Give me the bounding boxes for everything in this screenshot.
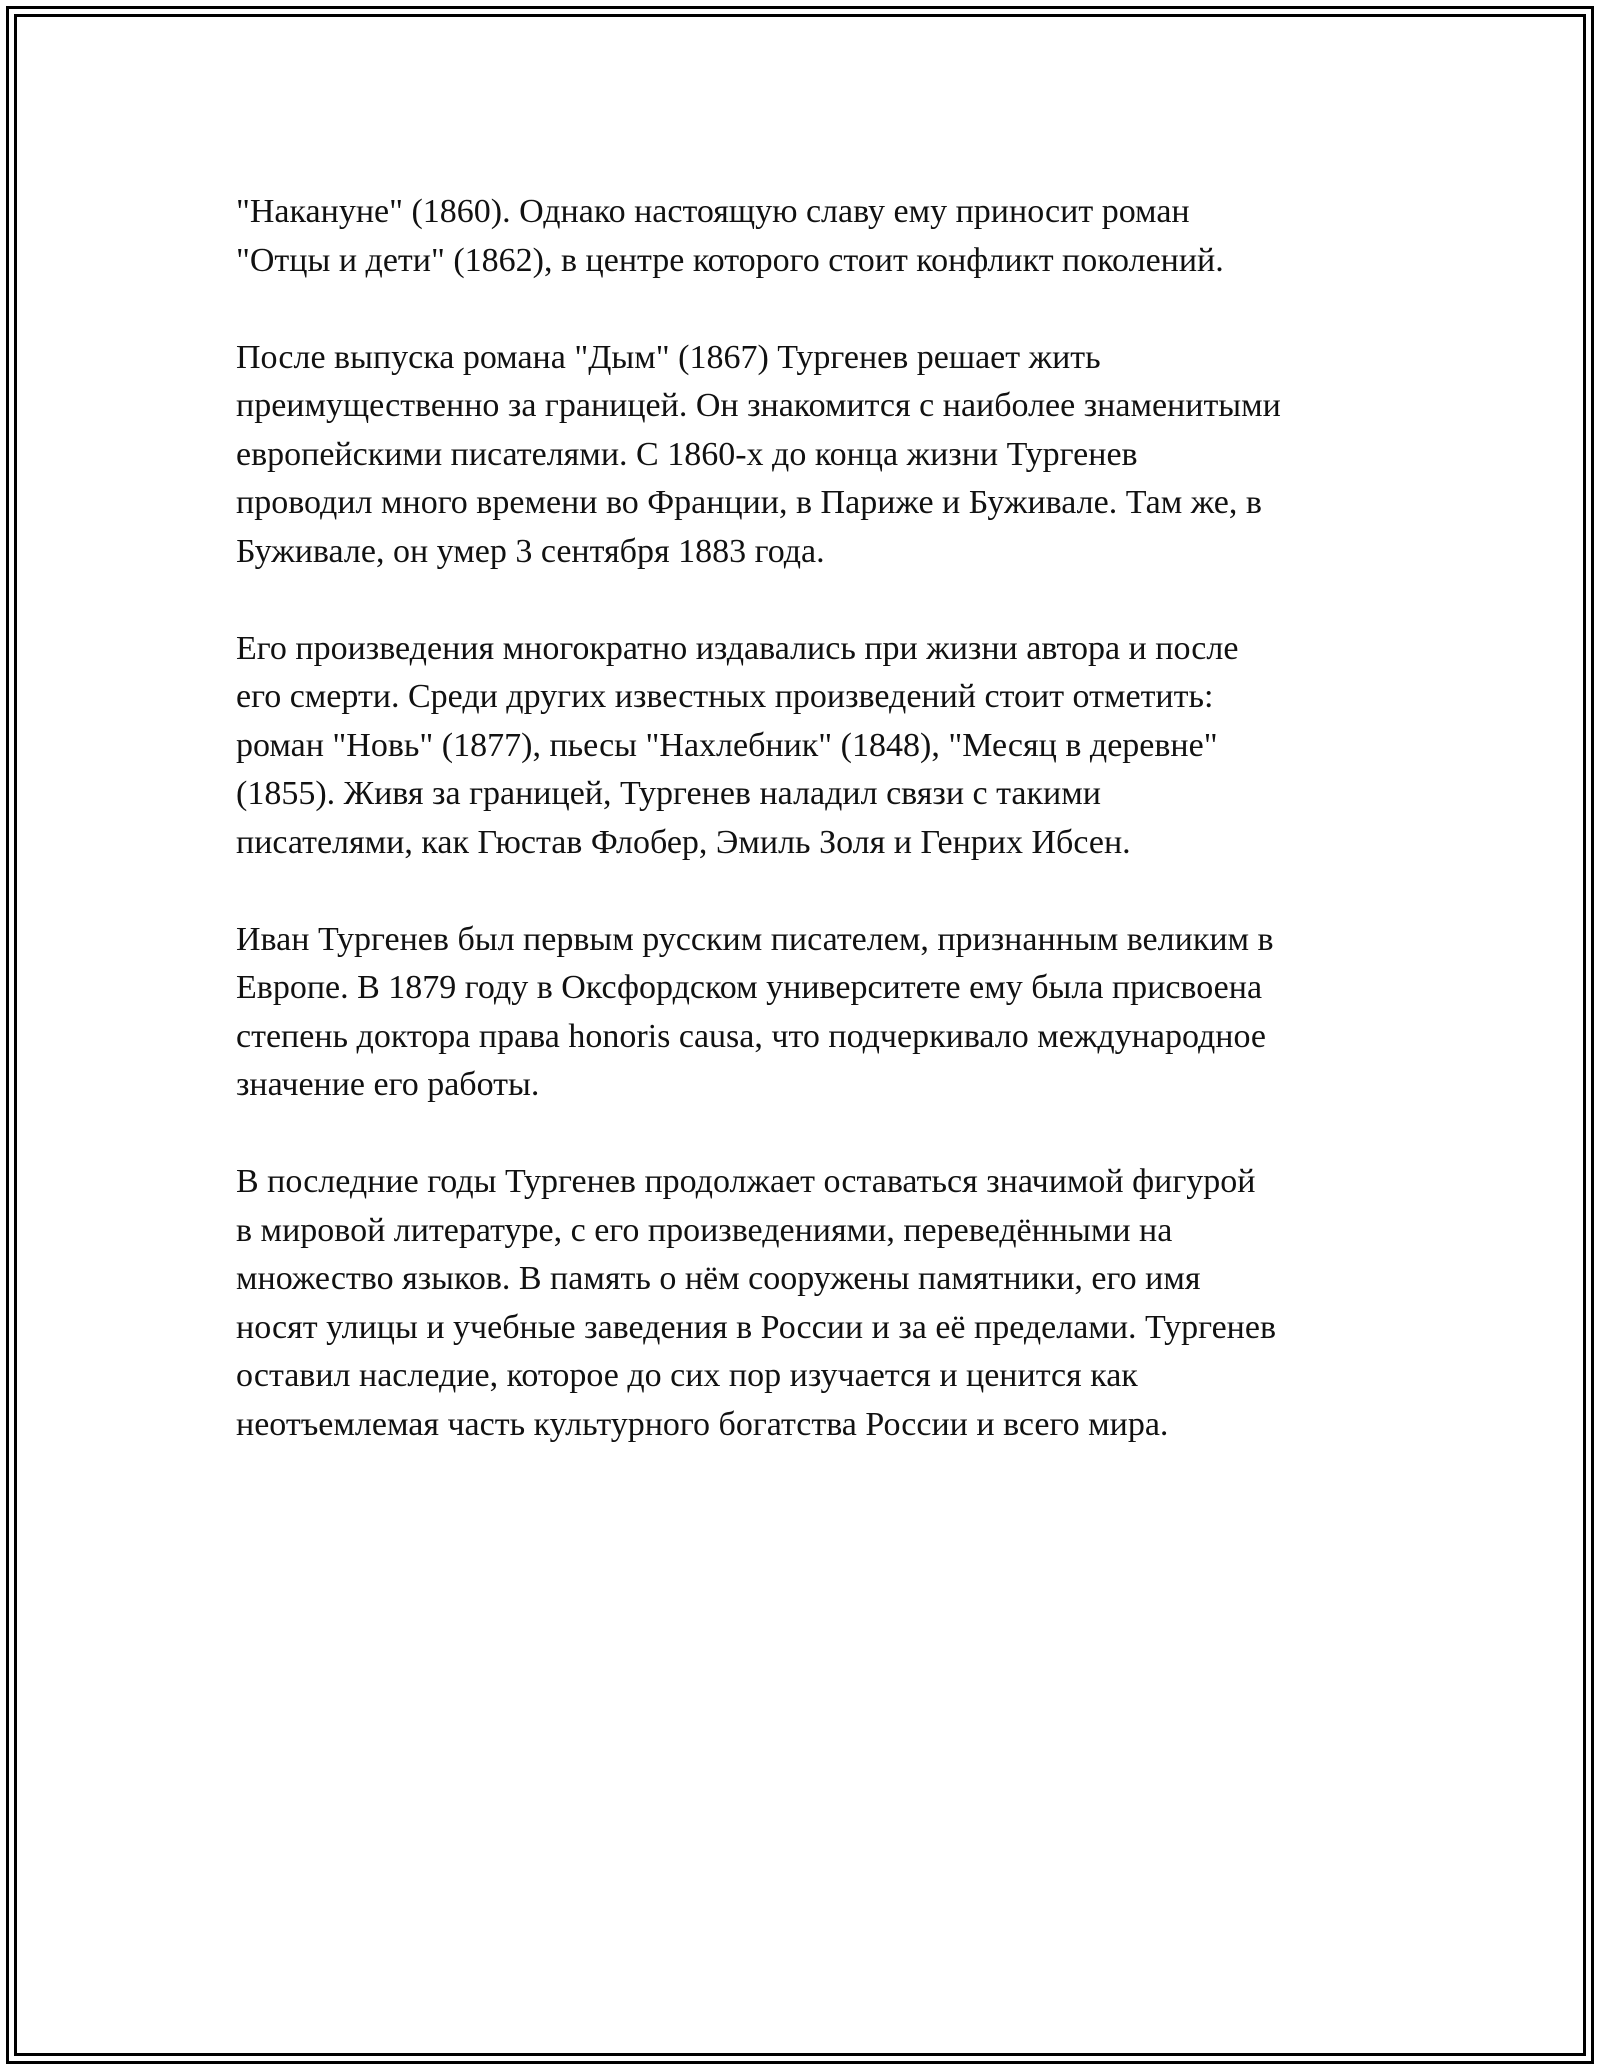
- text-line: (1855). Живя за границей, Тургенев наладил связи с такими: [236, 775, 1101, 812]
- paragraph-2: [236, 334, 1376, 577]
- text-line: множество языков. В память о нём сооружены памятники, его имя: [236, 1260, 1201, 1297]
- text-line: преимущественно за границей. Он знакомится с наиболее знаменитыми: [236, 387, 1281, 424]
- text-line: его смерти. Среди других известных произведений стоит отметить:: [236, 678, 1214, 715]
- text-line: Иван Тургенев был первым русским писателем, признанным великим в: [236, 920, 1274, 958]
- text-line: "Отцы и дети" (1862), в центре которого стоит конфликт поколений.: [236, 241, 1224, 279]
- text-line: В последние годы Тургенев продолжает оставаться значимой фигурой: [236, 1163, 1256, 1200]
- text-line: проводил много времени во Франции, в Париже и Буживале. Там же, в: [236, 484, 1262, 521]
- text-line: Европе. В 1879 году в Оксфордском университете ему была присвоена: [236, 969, 1263, 1006]
- paragraph-5: [236, 1158, 1376, 1449]
- text-line: оставил наследие, которое до сих пор изучается и ценится как: [236, 1357, 1138, 1394]
- text-line: значение его работы.: [236, 1066, 540, 1103]
- text-line: Буживале, он умер 3 сентября 1883 года.: [236, 532, 825, 570]
- text-line: роман "Новь" (1877), пьесы "Нахлебник" (1848), "Месяц в деревне": [236, 726, 1218, 764]
- paragraph-4: [236, 916, 1376, 1110]
- document-body: [236, 188, 1376, 1498]
- text-line: европейскими писателями. С 1860-х до конца жизни Тургенев: [236, 435, 1138, 473]
- text-line: писателями, как Гюстав Флобер, Эмиль Золя и Генрих Ибсен.: [236, 823, 1131, 861]
- text-line: "Накануне" (1860). Однако настоящую славу ему приносит роман: [236, 193, 1190, 230]
- text-line: степень доктора права honoris causa, что подчеркивало международное: [236, 1017, 1266, 1055]
- text-line: Его произведения многократно издавались при жизни автора и после: [236, 629, 1239, 667]
- text-line: в мировой литературе, с его произведениями, переведёнными на: [236, 1211, 1173, 1249]
- text-line: неотъемлемая часть культурного богатства России и всего мира.: [236, 1405, 1169, 1443]
- paragraph-3: [236, 625, 1376, 868]
- text-line: После выпуска романа "Дым" (1867) Тургенев решает жить: [236, 338, 1101, 376]
- text-line: носят улицы и учебные заведения в России и за её пределами. Тургенев: [236, 1308, 1277, 1346]
- paragraph-1: [236, 188, 1376, 285]
